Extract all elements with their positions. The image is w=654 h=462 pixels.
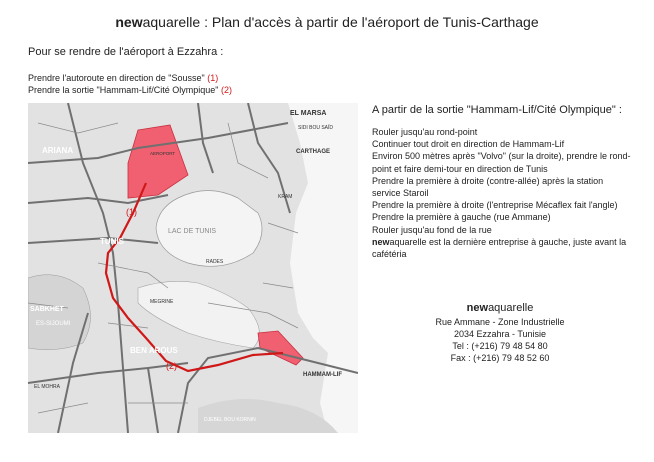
page-title <box>0 14 654 30</box>
route-marker-1: (1) <box>126 207 137 217</box>
route-step-1 <box>28 72 232 84</box>
route-step-1-number: (1) <box>207 73 219 83</box>
label-ariana: ARIANA <box>42 146 74 155</box>
exit-heading: A partir de la sortie "Hammam-Lif/Cité Olympique" : <box>372 104 622 116</box>
contact-brand-rest: aquarelle <box>488 302 534 314</box>
route-steps <box>28 72 232 96</box>
route-marker-2: (2) <box>166 361 177 371</box>
contact-block <box>430 302 570 364</box>
route-step-2-text: Prendre la sortie "Hammam-Lif/Cité Olympique" <box>28 85 221 95</box>
contact-address-2: 2034 Ezzahra - Tunisie <box>453 329 547 339</box>
label-kram: KRAM <box>278 194 293 200</box>
label-sijoumi: ES-SIJOUMI <box>36 321 71 327</box>
direction-item: Rouler jusqu'au rond-point <box>372 127 478 137</box>
label-tunis: TUNIS <box>100 237 124 246</box>
direction-item: Continuer tout droit en direction de Hammam-Lif <box>372 139 565 150</box>
final-brand: new <box>372 236 390 247</box>
directions-list <box>372 126 632 260</box>
contact-brand-bold: new <box>466 302 489 314</box>
contact-fax: Fax : (+216) 79 48 52 60 <box>450 353 550 363</box>
title-text: : Plan d'accès à partir de l'aéroport de Tunis-Carthage <box>200 14 539 30</box>
route-step-2-number: (2) <box>220 85 232 95</box>
final-text: aquarelle est la dernière entreprise à gauche, juste avant la cafétéria <box>372 236 627 260</box>
label-sabkhet: SABKHET <box>30 306 64 313</box>
direction-final <box>372 236 632 260</box>
direction-item: Rouler jusqu'au fond de la rue <box>372 224 492 235</box>
label-djebel: DJEBEL BOU KORNIN <box>204 417 256 423</box>
label-rades: RADES <box>206 259 224 265</box>
route-step-1-text: Prendre l'autoroute en direction de "Sousse" <box>28 73 208 83</box>
label-el-mohra: EL MOHRA <box>34 384 60 390</box>
map-svg <box>28 103 358 433</box>
label-sidi-bou-said: SIDI BOU SAÏD <box>298 125 334 131</box>
label-carthage: CARTHAGE <box>296 149 330 155</box>
direction-item: Prendre la première à droite (contre-allée) après la station service Staroil <box>372 175 604 199</box>
route-step-2 <box>28 84 232 96</box>
contact-brand <box>430 302 570 314</box>
access-map <box>28 103 358 433</box>
brand-rest: aquarelle <box>142 14 201 30</box>
direction-item: Prendre la première à droite (l'entreprise Mécaflex fait l'angle) <box>372 200 618 211</box>
label-megrine: MEGRINE <box>150 299 174 305</box>
direction-item: Environ 500 mètres après "Volvo" (sur la droite), prendre le rond-point et faire demi-tour en direction de Tunis <box>372 151 631 174</box>
brand-bold: new <box>115 14 143 30</box>
direction-item: Prendre la première à gauche (rue Ammane) <box>372 212 551 223</box>
contact-tel: Tel : (+216) 79 48 54 80 <box>452 341 548 351</box>
label-lac: LAC DE TUNIS <box>168 228 217 235</box>
intro-text: Pour se rendre de l'aéroport à Ezzahra : <box>28 46 224 58</box>
label-el-marsa: EL MARSA <box>290 110 327 117</box>
label-ben-arous: BEN AROUS <box>130 346 178 355</box>
contact-address-1: Rue Ammane - Zone Industrielle <box>435 317 565 327</box>
label-aeroport: AEROPORT <box>150 151 176 156</box>
label-hammam-lif: HAMMAM-LIF <box>303 372 342 378</box>
